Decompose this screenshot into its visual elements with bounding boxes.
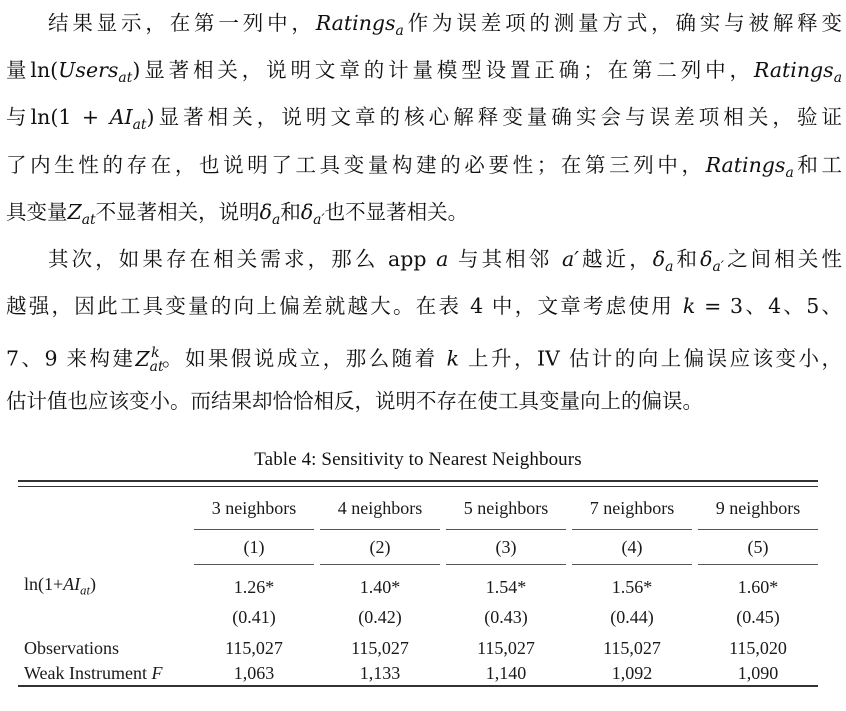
body-text — [6, 0, 842, 425]
column-number: (2) — [320, 530, 440, 565]
column-number: (4) — [572, 530, 692, 565]
table-cell: 115,027 — [351, 637, 409, 658]
table-cell: 115,027 — [225, 637, 283, 658]
column-header: 4 neighbors — [337, 497, 423, 518]
column-header: 5 neighbors — [463, 497, 549, 518]
row-label-observations: Observations — [24, 637, 119, 658]
table-cell: (0.43) — [484, 606, 528, 627]
table-cell: 1.26* — [233, 576, 275, 597]
table-cell: 1.54* — [485, 576, 527, 597]
table-caption: Table 4: Sensitivity to Nearest Neighbours — [254, 449, 582, 470]
table-cell: 1.56* — [611, 576, 653, 597]
table-cell: 115,027 — [477, 637, 535, 658]
row-label-weak-instrument: Weak Instrument F — [24, 662, 163, 683]
para1-line3: 与$\ln(1 + AI_{at})$显著相关，说明文章的核心解释变量确实会与误差项相关，验证 — [6, 105, 843, 134]
para1-line2: 量ln(Users$_{at}$)显著相关，说明文章的计量模型设置正确；在第二列中，Ratings$_a$ — [6, 58, 843, 87]
para2-line2: 越强，因此工具变量的向上偏差就越大。在表 4 中，文章考虑使用 k = 3、4、5、 — [6, 294, 842, 319]
table-cell: 1.40* — [359, 576, 401, 597]
table-cell: (0.41) — [232, 606, 276, 627]
table-cell: 1,092 — [611, 662, 653, 683]
column-header: 3 neighbors — [211, 497, 297, 518]
table-cell: 1,140 — [485, 662, 527, 683]
table-4 — [18, 440, 818, 689]
header-row — [18, 487, 818, 530]
table-row-std-error — [18, 603, 818, 631]
para1-line4: 了内生性的存在，也说明了工具变量构建的必要性；在第三列中，Ratings$_a$和工 — [6, 152, 843, 181]
results-table — [18, 480, 818, 689]
column-number: (5) — [698, 530, 818, 565]
table-cell: (0.44) — [610, 606, 654, 627]
table-cell: (0.42) — [358, 606, 402, 627]
column-number: (3) — [446, 530, 566, 565]
table-row-coefficient — [18, 565, 818, 604]
row-label-ln-ai: $\ln(1+AI_{at})$ — [24, 574, 96, 599]
para2-line3: 7、9 来构建$Z_{at}^k$。如果假说成立，那么随着 k 上升，IV 估计的向上偏误应该变小， — [6, 345, 842, 375]
table-cell: 115,027 — [603, 637, 661, 658]
table-cell: (0.45) — [736, 606, 780, 627]
table-cell: 1,133 — [359, 662, 401, 683]
table-cell: 1,063 — [233, 662, 275, 683]
para2-line4: 估计值也应该变小。而结果却恰恰相反，说明不存在使工具变量向上的偏误。 — [6, 388, 703, 413]
column-header: 7 neighbors — [589, 497, 675, 518]
column-number: (1) — [194, 530, 314, 565]
column-number-row — [18, 530, 818, 565]
table-row-weak-instrument-f — [18, 661, 818, 686]
para1-line5: 具变量$Z_{at}$不显著相关，说明$\delta_a$和$\delta_{a'}$也不显著相关。 — [6, 199, 469, 228]
table-cell: 115,020 — [729, 637, 787, 658]
column-header: 9 neighbors — [715, 497, 801, 518]
table-cell: 1.60* — [737, 576, 779, 597]
para2-line1: 其次，如果存在相关需求，那么 app a 与其相邻 a′越近，$\delta_a$和$\delta_{a'}$之间相关性 — [48, 246, 842, 275]
table-row-observations — [18, 631, 818, 661]
table-cell: 1,090 — [737, 662, 779, 683]
para1-line1: 结果显示，在第一列中，Ratings$_a$作为误差项的测量方式，确实与被解释变 — [48, 11, 843, 39]
